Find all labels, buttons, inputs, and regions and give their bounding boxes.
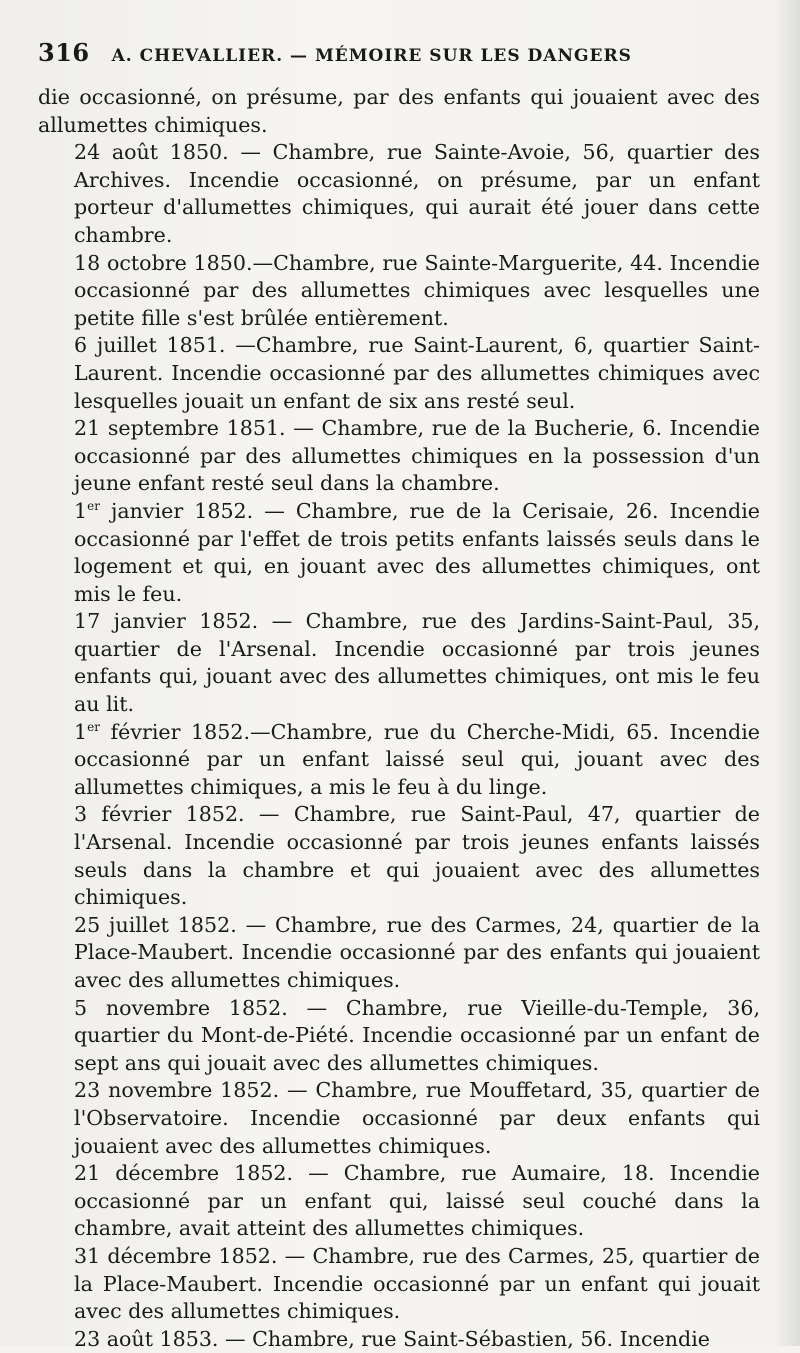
paragraph-continuation: die occasionné, on présume, par des enfants qui jouaient avec des allumettes chimiques. (38, 85, 760, 137)
incident-entry: 5 novembre 1852. — Chambre, rue Vieille-du-Temple, 36, quartier du Mont-de-Piété. Incendie occasionné par un enfant de sept ans qui jouait avec des allumettes chimiques. (74, 995, 760, 1075)
page-edge-shadow (774, 0, 800, 1346)
page-header (38, 38, 760, 78)
incident-entry: 21 décembre 1852. — Chambre, rue Aumaire, 18. Incendie occasionné par un enfant qui, laissé seul couché dans la chambre, avait atteint des allumettes chimiques. (74, 1161, 760, 1241)
running-head: A. CHEVALLIER. — MÉMOIRE SUR LES DANGERS (111, 46, 632, 66)
incident-entry: 17 janvier 1852. — Chambre, rue des Jardins-Saint-Paul, 35, quartier de l'Arsenal. Incendie occasionné par trois jeunes enfants qui, jouant avec des allumettes chimiques, ont mis le feu au lit. (74, 609, 760, 717)
incident-entry: 31 décembre 1852. — Chambre, rue des Carmes, 25, quartier de la Place-Maubert. Incendie occasionné par un enfant qui jouait avec des allumettes chimiques. (74, 1243, 760, 1324)
incident-entry: 6 juillet 1851. —Chambre, rue Saint-Laurent, 6, quartier Saint-Laurent. Incendie occasionné par des allumettes chimiques avec lesquelles jouait un enfant de six ans resté seul. (74, 333, 760, 413)
incident-entry: 18 octobre 1850.—Chambre, rue Sainte-Marguerite, 44. Incendie occasionné par des allumettes chimiques avec lesquelles une petite fille s'est brûlée entièrement. (74, 250, 760, 330)
incident-entry: 1er février 1852.—Chambre, rue du Cherche-Midi, 65. Incendie occasionné par un enfant laissé seul qui, jouant avec des allumettes chimiques, a mis le feu à du linge. (74, 719, 760, 799)
incident-entry: 1er janvier 1852. — Chambre, rue de la Cerisaie, 26. Incendie occasionné par l'effet de trois petits enfants laissés seuls dans le logement et qui, en jouant avec des allumettes chimiques, ont mis le feu. (74, 498, 760, 606)
incident-entry: 25 juillet 1852. — Chambre, rue des Carmes, 24, quartier de la Place-Maubert. Incendie occasionné par des enfants qui jouaient avec des allumettes chimiques. (74, 912, 760, 992)
body-text (38, 84, 760, 1353)
incident-entry: 24 août 1850. — Chambre, rue Sainte-Avoie, 56, quartier des Archives. Incendie occasionné, on présume, par un enfant porteur d'allumettes chimiques, qui aurait été jouer dans cette chambre. (74, 140, 760, 247)
incident-entry: 23 novembre 1852. — Chambre, rue Mouffetard, 35, quartier de l'Observatoire. Incendie occasionné par deux enfants qui jouaient avec des allumettes chimiques. (74, 1078, 760, 1158)
incident-entry: 21 septembre 1851. — Chambre, rue de la Bucherie, 6. Incendie occasionné par des allumettes chimiques en la possession d'un jeune enfant resté seul dans la chambre. (74, 416, 760, 496)
incident-entry: 23 août 1853. — Chambre, rue Saint-Sébastien, 56. Incendie (74, 1326, 710, 1351)
page-number: 316 (38, 38, 90, 67)
incident-entry: 3 février 1852. — Chambre, rue Saint-Paul, 47, quartier de l'Arsenal. Incendie occasionné par trois jeunes enfants laissés seuls dans la chambre et qui jouaient avec des allumettes chimiques. (74, 802, 760, 910)
